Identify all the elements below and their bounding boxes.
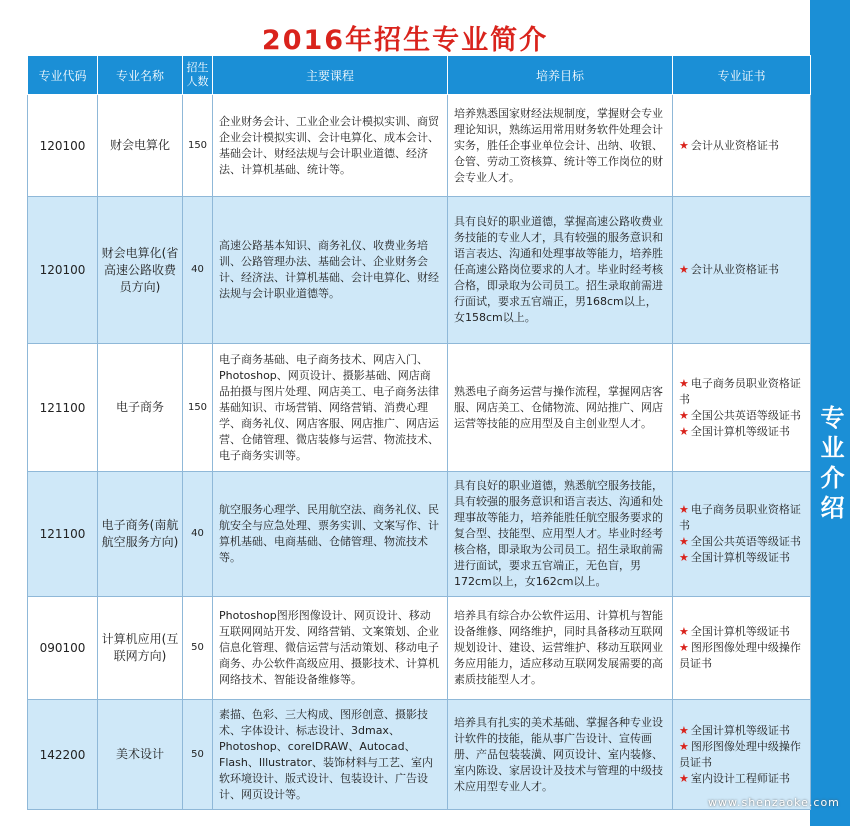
table-row <box>28 597 811 700</box>
certificate-item: ★ 电子商务员职业资格证书 <box>679 376 801 406</box>
main-courses: 高速公路基本知识、商务礼仪、收费业务培训、公路管理办法、基础会计、企业财务会计、经济法、计算机基础、会计电算化、财经法规与会计职业道德等。 <box>213 197 448 344</box>
main-courses: 航空服务心理学、民用航空法、商务礼仪、民航安全与应急处理、票务实训、文案写作、计算机基础、电商基础、仓储管理、物流技术等。 <box>213 472 448 597</box>
certificate-item: ★ 室内设计工程师证书 <box>679 771 790 785</box>
star-icon: ★ <box>679 641 689 654</box>
certificate-item: ★ 图形图像处理中级操作员证书 <box>679 739 801 769</box>
training-goal: 培养熟悉国家财经法规制度，掌握财会专业理论知识，熟练运用常用财务软件处理会计实务，胜任企事业单位会计、出纳、收银、仓管、劳动工资核算、统计等工作岗位的财会专业人才。 <box>448 95 673 197</box>
training-goal: 具有良好的职业道德，掌握高速公路收费业务技能的专业人才，具有较强的服务意识和语言表达、沟通和处理事故等能力，培养胜任高速公路岗位要求的人才。毕业时经考核合格，即录取为公司员工。招生录取前需进行面试，要求五官端正，男168cm以上，女158cm以上。 <box>448 197 673 344</box>
certificates <box>673 597 811 700</box>
certificate-item: ★ 全国计算机等级证书 <box>679 723 790 737</box>
major-code: 121100 <box>28 344 98 472</box>
certificate-item: ★ 全国计算机等级证书 <box>679 424 790 438</box>
main-courses: Photoshop图形图像设计、网页设计、移动互联网网站开发、网络营销、文案策划、企业信息化管理、微信运营与活动策划、移动电子商务、办公软件高级应用、摄影技术、计算机网络技术、智能设备维修等。 <box>213 597 448 700</box>
enrollment-count: 50 <box>183 597 213 700</box>
star-icon: ★ <box>679 535 689 548</box>
table-header-row <box>28 56 811 95</box>
major-name: 计算机应用(互联网方向) <box>98 597 183 700</box>
table-row <box>28 197 811 344</box>
majors-table <box>27 55 811 810</box>
header-certs: 专业证书 <box>673 56 811 95</box>
certificate-item: ★ 全国公共英语等级证书 <box>679 408 801 422</box>
enrollment-count: 150 <box>183 95 213 197</box>
star-icon: ★ <box>679 503 689 516</box>
major-name: 财会电算化 <box>98 95 183 197</box>
major-code: 142200 <box>28 700 98 810</box>
certificate-item: ★ 会计从业资格证书 <box>679 263 779 276</box>
page-title: 2016年招生专业简介 <box>261 25 549 56</box>
header-code: 专业代码 <box>28 56 98 95</box>
main-courses: 电子商务基础、电子商务技术、网店入门、Photoshop、网页设计、摄影基础、网店商品拍摄与图片处理、网店美工、电子商务法律基础知识、市场营销、网络营销、消费心理学、商务礼仪、网店客服、网店推广、网店运营、仓储管理、微店装修与运营、物流技术、电子商务实训等。 <box>213 344 448 472</box>
header-name: 专业名称 <box>98 56 183 95</box>
star-icon: ★ <box>679 771 689 785</box>
table-row <box>28 344 811 472</box>
major-code: 120100 <box>28 95 98 197</box>
certificates <box>673 197 811 344</box>
table-row <box>28 472 811 597</box>
header-courses: 主要课程 <box>213 56 448 95</box>
major-name: 电子商务(南航航空服务方向) <box>98 472 183 597</box>
training-goal: 培养具有综合办公软件运用、计算机与智能设备维修、网络维护，同时具备移动互联网规划设计、建设、运营维护、移动互联网业务应用能力，适应移动互联网发展需要的高素质技能型人才。 <box>448 597 673 700</box>
training-goal: 培养具有扎实的美术基础、掌握各种专业设计软件的技能，能从事广告设计、宣传画册、产品包装装潢、网页设计、室内装修、室内陈设、家居设计及技术与管理的中级技术应用型专业人才。 <box>448 700 673 810</box>
enrollment-count: 150 <box>183 344 213 472</box>
star-icon: ★ <box>679 723 689 737</box>
certificate-item: ★ 全国计算机等级证书 <box>679 551 790 564</box>
certificates <box>673 472 811 597</box>
major-name: 电子商务 <box>98 344 183 472</box>
certificate-item: ★ 电子商务员职业资格证书 <box>679 503 801 532</box>
star-icon: ★ <box>679 625 689 638</box>
star-icon: ★ <box>679 138 689 152</box>
certificates <box>673 95 811 197</box>
star-icon: ★ <box>679 408 689 422</box>
major-name: 美术设计 <box>98 700 183 810</box>
table-row <box>28 700 811 810</box>
major-code: 120100 <box>28 197 98 344</box>
certificates <box>673 700 811 810</box>
enrollment-count: 50 <box>183 700 213 810</box>
table-row <box>28 95 811 197</box>
enrollment-count: 40 <box>183 197 213 344</box>
main-courses: 素描、色彩、三大构成、图形创意、摄影技术、字体设计、标志设计、3dmax、Photoshop、coreIDRAW、Autocad、Flash、Illustrator、装饰材料与工艺、室内软环境设计、版式设计、包装设计、广告设计、网页设计等。 <box>213 700 448 810</box>
star-icon: ★ <box>679 424 689 438</box>
header-goal: 培养目标 <box>448 56 673 95</box>
star-icon: ★ <box>679 376 689 390</box>
main-courses: 企业财务会计、工业企业会计模拟实训、商贸企业会计模拟实训、会计电算化、成本会计、基础会计、财经法规与会计职业道德、经济法、计算机基础、统计等。 <box>213 95 448 197</box>
star-icon: ★ <box>679 551 689 564</box>
certificates <box>673 344 811 472</box>
major-name: 财会电算化(省高速公路收费员方向) <box>98 197 183 344</box>
training-goal: 具有良好的职业道德，熟悉航空服务技能，具有较强的服务意识和语言表达、沟通和处理事故等能力，培养能胜任航空服务要求的复合型、技能型、应用型人才。毕业时经考核合格，即录取为公司员工。招生录取前需进行面试，要求五官端正，无色盲，男172cm以上，女162cm以上。 <box>448 472 673 597</box>
enrollment-count: 40 <box>183 472 213 597</box>
watermark: www.shenzaoke.com <box>708 796 840 809</box>
certificate-item: ★ 全国计算机等级证书 <box>679 625 790 638</box>
star-icon: ★ <box>679 263 689 276</box>
header-count: 招生人数 <box>183 56 213 95</box>
major-code: 090100 <box>28 597 98 700</box>
certificate-item: ★ 会计从业资格证书 <box>679 138 779 152</box>
training-goal: 熟悉电子商务运营与操作流程，掌握网店客服、网店美工、仓储物流、网站推广、网店运营等技能的应用型及自主创业型人才。 <box>448 344 673 472</box>
certificate-item: ★ 图形图像处理中级操作员证书 <box>679 641 801 670</box>
side-banner-label: 专业介绍 <box>816 405 844 525</box>
side-banner <box>810 0 850 826</box>
certificate-item: ★ 全国公共英语等级证书 <box>679 535 801 548</box>
major-code: 121100 <box>28 472 98 597</box>
star-icon: ★ <box>679 739 689 753</box>
